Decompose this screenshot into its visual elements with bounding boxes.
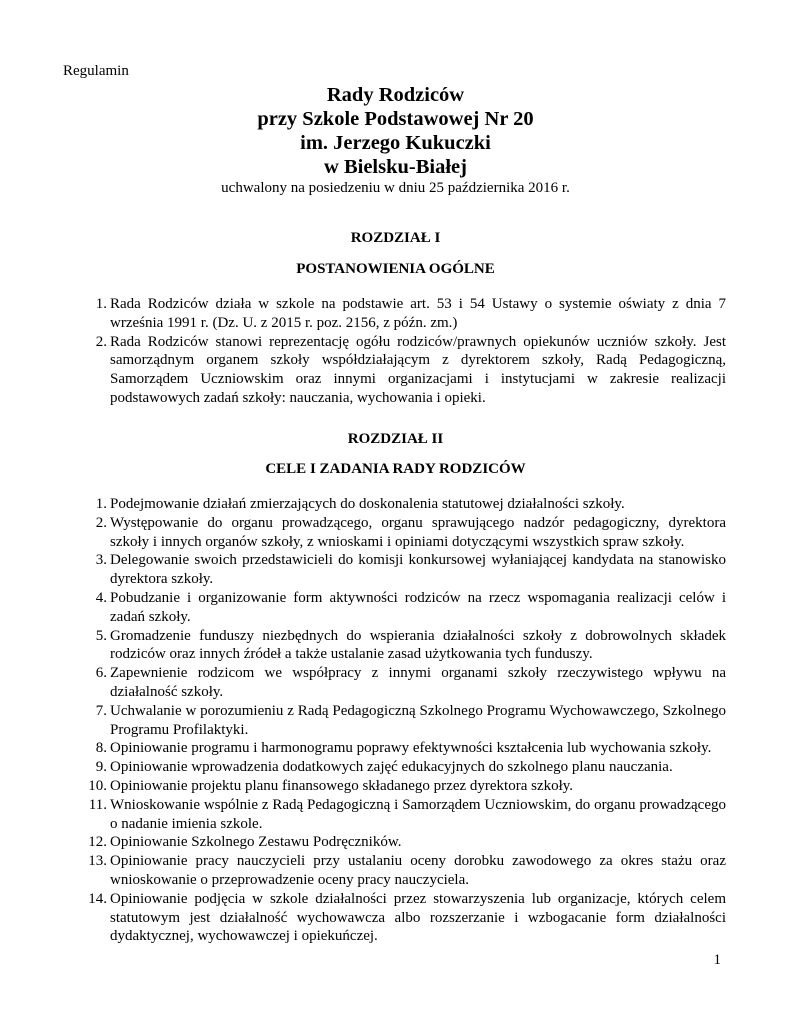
document-subtitle: uchwalony na posiedzeniu w dniu 25 października 2016 r. — [221, 180, 570, 196]
document-title — [0, 83, 791, 198]
list-item — [83, 777, 726, 796]
page-number: 1 — [713, 952, 721, 968]
list-item-text: Rada Rodziców stanowi reprezentację ogółu rodziców/prawnych opiekunów uczniów szkoły. Jest samorządnym organem szkoły współdziałającym z dyrektorem szkoły, Radą Pedagogiczną, Samorządem Uczniowskim oraz innymi organizacjami i instytucjami w zakresie realizacji podstawowych zadań szkoły: nauczania, wychowania i opieki. — [110, 333, 726, 406]
title-line: przy Szkole Podstawowej Nr 20 — [257, 108, 534, 130]
list-item — [83, 333, 726, 408]
list-item-text: Opiniowanie podjęcia w szkole działalności przez stowarzyszenia lub organizacje, których celem statutowym jest działalność wychowawcza albo rozszerzanie i wzbogacanie form działalności dydaktycznej, wychowawczej i opiekuńczej. — [110, 890, 726, 945]
list-item — [83, 796, 726, 834]
list-item-number: 9. — [95, 759, 107, 776]
list-item-number: 13. — [88, 853, 107, 870]
list-item-number: 8. — [95, 740, 107, 757]
list-item-text: Występowanie do organu prowadzącego, organu sprawującego nadzór pedagogiczny, dyrektora szkoły i innych organów szkoły, z wnioskami i opiniami dotyczącymi wszystkich spraw szkoły. — [110, 514, 726, 550]
list-item — [83, 664, 726, 702]
list-item-number: 5. — [95, 627, 107, 644]
list-item — [83, 627, 726, 665]
title-line: w Bielsku-Białej — [324, 156, 467, 178]
list-item — [83, 739, 726, 758]
list-item-number: 11. — [88, 796, 107, 813]
chapter-2-heading: ROZDZIAŁ II — [347, 431, 444, 447]
list-item-number: 3. — [95, 552, 107, 569]
list-item-number: 1. — [95, 496, 107, 512]
list-item-number: 7. — [95, 702, 107, 719]
chapter-1-title: POSTANOWIENIA OGÓLNE — [296, 261, 495, 277]
list-item-number: 10. — [88, 777, 107, 794]
list-item — [83, 551, 726, 589]
title-line: im. Jerzego Kukuczki — [300, 132, 491, 154]
chapter-2-list — [83, 495, 726, 946]
list-item — [83, 833, 726, 852]
list-item-number: 1. — [95, 296, 107, 312]
list-item-text: Uchwalanie w porozumieniu z Radą Pedagogiczną Szkolnego Programu Wychowawczego, Szkolnego Programu Profilaktyki. — [110, 702, 726, 738]
title-line: Rady Rodziców — [326, 84, 465, 106]
list-item-text: Zapewnienie rodzicom we współpracy z innymi organami szkoły rzeczywistego wpływu na działalność szkoły. — [110, 665, 726, 700]
list-item — [83, 852, 726, 890]
list-item-text: Opiniowanie Szkolnego Zestawu Podręczników. — [110, 834, 402, 851]
list-item-text: Pobudzanie i organizowanie form aktywności rodziców na rzecz wspomagania realizacji celów i zadań szkoły. — [110, 589, 726, 625]
list-item-text: Podejmowanie działań zmierzających do doskonalenia statutowej działalności szkoły. — [110, 496, 625, 512]
list-item-text: Opiniowanie projektu planu finansowego składanego przez dyrektora szkoły. — [110, 777, 574, 794]
list-item-text: Opiniowanie pracy nauczycieli przy ustalaniu oceny dorobku zawodowego za okres stażu oraz wnioskowanie o przeprowadzenie oceny pracy nauczyciela. — [110, 853, 726, 888]
list-item-text: Wnioskowanie wspólnie z Radą Pedagogiczną i Samorządem Uczniowskim, do organu prowadzącego o nadanie imienia szkole. — [110, 796, 726, 832]
chapter-2-title: CELE I ZADANIA RADY RODZICÓW — [265, 461, 526, 477]
list-item-number: 12. — [88, 834, 107, 851]
list-item-text: Rada Rodziców działa w szkole na podstawie art. 53 i 54 Ustawy o systemie oświaty z dnia 7 września 1991 r. (Dz. U. z 2015 r. poz. 2156, z późn. zm.) — [110, 296, 726, 331]
list-item-text: Opiniowanie wprowadzenia dodatkowych zajęć edukacyjnych do szkolnego planu nauczania. — [110, 759, 673, 776]
list-item-number: 2. — [95, 333, 107, 350]
list-item-number: 14. — [88, 890, 107, 907]
document-label: Regulamin — [63, 63, 129, 79]
list-item — [83, 702, 726, 740]
list-item — [83, 514, 726, 552]
chapter-1-heading: ROZDZIAŁ I — [350, 230, 441, 246]
list-item — [83, 758, 726, 777]
chapter-1-list — [83, 295, 726, 408]
list-item-number: 2. — [95, 514, 107, 531]
list-item — [83, 495, 726, 514]
list-item-text: Opiniowanie programu i harmonogramu poprawy efektywności kształcenia lub wychowania szkoły. — [110, 740, 712, 757]
list-item — [83, 890, 726, 946]
list-item-text: Gromadzenie funduszy niezbędnych do wspierania działalności szkoły z dobrowolnych składek rodziców oraz innych źródeł a także ustalanie zasad użytkowania tych funduszy. — [110, 627, 726, 663]
list-item — [83, 295, 726, 333]
list-item-text: Delegowanie swoich przedstawicieli do komisji konkursowej wyłaniającej kandydata na stanowisko dyrektora szkoły. — [110, 552, 726, 588]
list-item — [83, 589, 726, 627]
list-item-number: 6. — [95, 665, 107, 682]
list-item-number: 4. — [95, 589, 107, 606]
